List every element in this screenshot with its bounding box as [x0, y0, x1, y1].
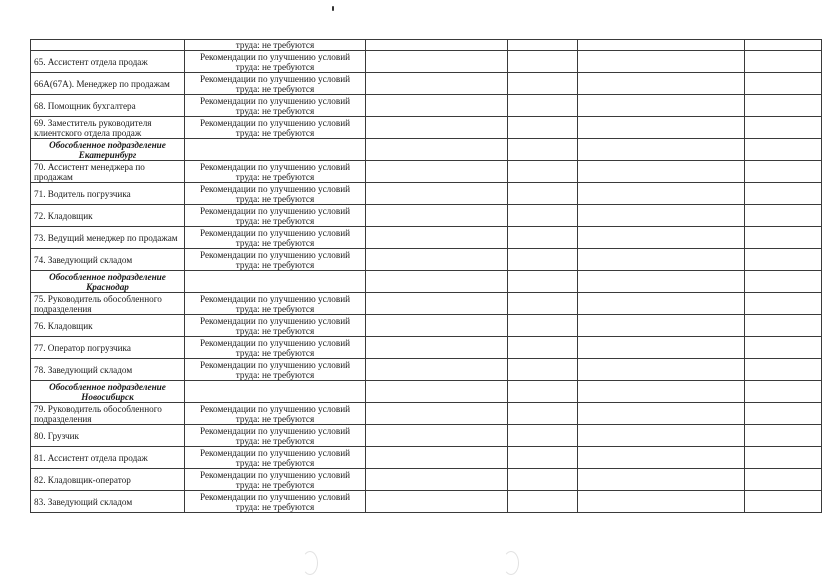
recommendation-cell: Рекомендации по улучшению условий труда: не требуются — [185, 403, 366, 425]
table-row — [31, 491, 822, 513]
ink-mark — [332, 6, 334, 11]
punch-hole — [503, 551, 519, 575]
table-row — [31, 95, 822, 117]
position-cell: 65. Ассистент отдела продаж — [31, 51, 185, 73]
position-cell: 78. Заведующий складом — [31, 359, 185, 381]
recommendation-cell: Рекомендации по улучшению условий труда: не требуются — [185, 293, 366, 315]
position-cell: 73. Ведущий менеджер по продажам — [31, 227, 185, 249]
empty-cell — [508, 315, 578, 337]
table-row — [31, 161, 822, 183]
empty-cell — [366, 403, 508, 425]
empty-cell — [508, 425, 578, 447]
section-title: Обособленное подразделение Екатеринбург — [31, 139, 185, 161]
empty-cell — [366, 227, 508, 249]
empty-cell — [366, 359, 508, 381]
empty-cell — [745, 381, 822, 403]
empty-cell — [578, 359, 745, 381]
empty-cell — [508, 271, 578, 293]
recommendation-cell: Рекомендации по улучшению условий труда: не требуются — [185, 469, 366, 491]
empty-cell — [745, 337, 822, 359]
table-row — [31, 227, 822, 249]
empty-cell — [508, 40, 578, 51]
recommendation-cell: Рекомендации по улучшению условий труда: не требуются — [185, 205, 366, 227]
empty-cell — [185, 139, 366, 161]
position-cell: 82. Кладовщик-оператор — [31, 469, 185, 491]
empty-cell — [366, 161, 508, 183]
table-row — [31, 249, 822, 271]
position-cell: 83. Заведующий складом — [31, 491, 185, 513]
table-row — [31, 40, 822, 51]
empty-cell — [508, 227, 578, 249]
position-cell: 72. Кладовщик — [31, 205, 185, 227]
empty-cell — [745, 469, 822, 491]
empty-cell — [508, 491, 578, 513]
empty-cell — [366, 491, 508, 513]
empty-cell — [508, 139, 578, 161]
empty-cell — [578, 271, 745, 293]
table-row — [31, 205, 822, 227]
empty-cell — [578, 315, 745, 337]
empty-cell — [366, 95, 508, 117]
empty-cell — [745, 183, 822, 205]
recommendation-cell: Рекомендации по улучшению условий труда: не требуются — [185, 51, 366, 73]
recommendation-cell: Рекомендации по улучшению условий труда: не требуются — [185, 337, 366, 359]
empty-cell — [745, 403, 822, 425]
empty-cell — [185, 271, 366, 293]
position-cell: 66А(67А). Менеджер по продажам — [31, 73, 185, 95]
empty-cell — [578, 337, 745, 359]
empty-cell — [745, 205, 822, 227]
empty-cell — [745, 117, 822, 139]
empty-cell — [745, 271, 822, 293]
table-row — [31, 425, 822, 447]
empty-cell — [366, 249, 508, 271]
empty-cell — [366, 51, 508, 73]
empty-cell — [578, 183, 745, 205]
empty-cell — [578, 425, 745, 447]
empty-cell — [578, 469, 745, 491]
recommendation-cell: Рекомендации по улучшению условий труда: не требуются — [185, 161, 366, 183]
empty-cell — [578, 205, 745, 227]
section-row — [31, 139, 822, 161]
empty-cell — [366, 73, 508, 95]
empty-cell — [578, 73, 745, 95]
empty-cell — [366, 271, 508, 293]
empty-cell — [508, 161, 578, 183]
empty-cell — [366, 139, 508, 161]
position-cell: 74. Заведующий складом — [31, 249, 185, 271]
recommendation-cell: Рекомендации по улучшению условий труда: не требуются — [185, 227, 366, 249]
empty-cell — [745, 73, 822, 95]
position-cell: 77. Оператор погрузчика — [31, 337, 185, 359]
empty-cell — [578, 447, 745, 469]
empty-cell — [366, 117, 508, 139]
empty-cell — [508, 403, 578, 425]
empty-cell — [745, 227, 822, 249]
section-row — [31, 271, 822, 293]
empty-cell — [366, 40, 508, 51]
position-cell — [31, 40, 185, 51]
empty-cell — [578, 139, 745, 161]
position-cell: 81. Ассистент отдела продаж — [31, 447, 185, 469]
empty-cell — [578, 227, 745, 249]
empty-cell — [508, 117, 578, 139]
position-cell: 68. Помощник бухгалтера — [31, 95, 185, 117]
table-body — [31, 40, 822, 513]
empty-cell — [578, 249, 745, 271]
recommendation-cell: Рекомендации по улучшению условий труда: не требуются — [185, 447, 366, 469]
empty-cell — [745, 315, 822, 337]
position-cell: 75. Руководитель обособленного подразделения — [31, 293, 185, 315]
empty-cell — [578, 491, 745, 513]
section-title: Обособленное подразделение Краснодар — [31, 271, 185, 293]
empty-cell — [366, 381, 508, 403]
empty-cell — [745, 95, 822, 117]
recommendation-cell: Рекомендации по улучшению условий труда: не требуются — [185, 425, 366, 447]
empty-cell — [366, 425, 508, 447]
empty-cell — [578, 381, 745, 403]
empty-cell — [366, 293, 508, 315]
recommendation-cell: Рекомендации по улучшению условий труда: не требуются — [185, 315, 366, 337]
empty-cell — [366, 315, 508, 337]
empty-cell — [508, 95, 578, 117]
empty-cell — [508, 183, 578, 205]
empty-cell — [578, 51, 745, 73]
recommendation-cell: Рекомендации по улучшению условий труда: не требуются — [185, 95, 366, 117]
empty-cell — [578, 40, 745, 51]
empty-cell — [745, 139, 822, 161]
position-cell: 71. Водитель погрузчика — [31, 183, 185, 205]
empty-cell — [508, 73, 578, 95]
recommendation-cell: Рекомендации по улучшению условий труда: не требуются — [185, 359, 366, 381]
table-row — [31, 469, 822, 491]
empty-cell — [745, 293, 822, 315]
empty-cell — [366, 337, 508, 359]
recommendation-cell: труда: не требуются — [185, 40, 366, 51]
empty-cell — [508, 51, 578, 73]
table-row — [31, 51, 822, 73]
section-title: Обособленное подразделение Новосибирск — [31, 381, 185, 403]
empty-cell — [745, 425, 822, 447]
table-row — [31, 117, 822, 139]
recommendation-cell: Рекомендации по улучшению условий труда: не требуются — [185, 73, 366, 95]
table-row — [31, 337, 822, 359]
empty-cell — [578, 293, 745, 315]
empty-cell — [745, 161, 822, 183]
empty-cell — [578, 95, 745, 117]
table-row — [31, 403, 822, 425]
working-conditions-table — [30, 39, 822, 513]
empty-cell — [366, 447, 508, 469]
empty-cell — [508, 249, 578, 271]
position-cell: 70. Ассистент менеджера по продажам — [31, 161, 185, 183]
empty-cell — [745, 51, 822, 73]
table-row — [31, 183, 822, 205]
empty-cell — [745, 359, 822, 381]
empty-cell — [578, 403, 745, 425]
table-row — [31, 315, 822, 337]
empty-cell — [508, 469, 578, 491]
empty-cell — [508, 381, 578, 403]
empty-cell — [578, 161, 745, 183]
empty-cell — [508, 447, 578, 469]
empty-cell — [508, 293, 578, 315]
position-cell: 80. Грузчик — [31, 425, 185, 447]
empty-cell — [745, 491, 822, 513]
empty-cell — [366, 469, 508, 491]
recommendation-cell: Рекомендации по улучшению условий труда: не требуются — [185, 249, 366, 271]
table-row — [31, 73, 822, 95]
section-row — [31, 381, 822, 403]
punch-hole — [302, 551, 318, 575]
empty-cell — [185, 381, 366, 403]
empty-cell — [508, 359, 578, 381]
empty-cell — [745, 249, 822, 271]
empty-cell — [745, 447, 822, 469]
position-cell: 69. Заместитель руководителя клиентского отдела продаж — [31, 117, 185, 139]
empty-cell — [366, 205, 508, 227]
empty-cell — [578, 117, 745, 139]
table-row — [31, 359, 822, 381]
empty-cell — [508, 205, 578, 227]
empty-cell — [508, 337, 578, 359]
empty-cell — [366, 183, 508, 205]
recommendation-cell: Рекомендации по улучшению условий труда: не требуются — [185, 491, 366, 513]
table-row — [31, 293, 822, 315]
recommendation-cell: Рекомендации по улучшению условий труда: не требуются — [185, 183, 366, 205]
position-cell: 79. Руководитель обособленного подразделения — [31, 403, 185, 425]
empty-cell — [745, 40, 822, 51]
table-row — [31, 447, 822, 469]
recommendation-cell: Рекомендации по улучшению условий труда: не требуются — [185, 117, 366, 139]
position-cell: 76. Кладовщик — [31, 315, 185, 337]
